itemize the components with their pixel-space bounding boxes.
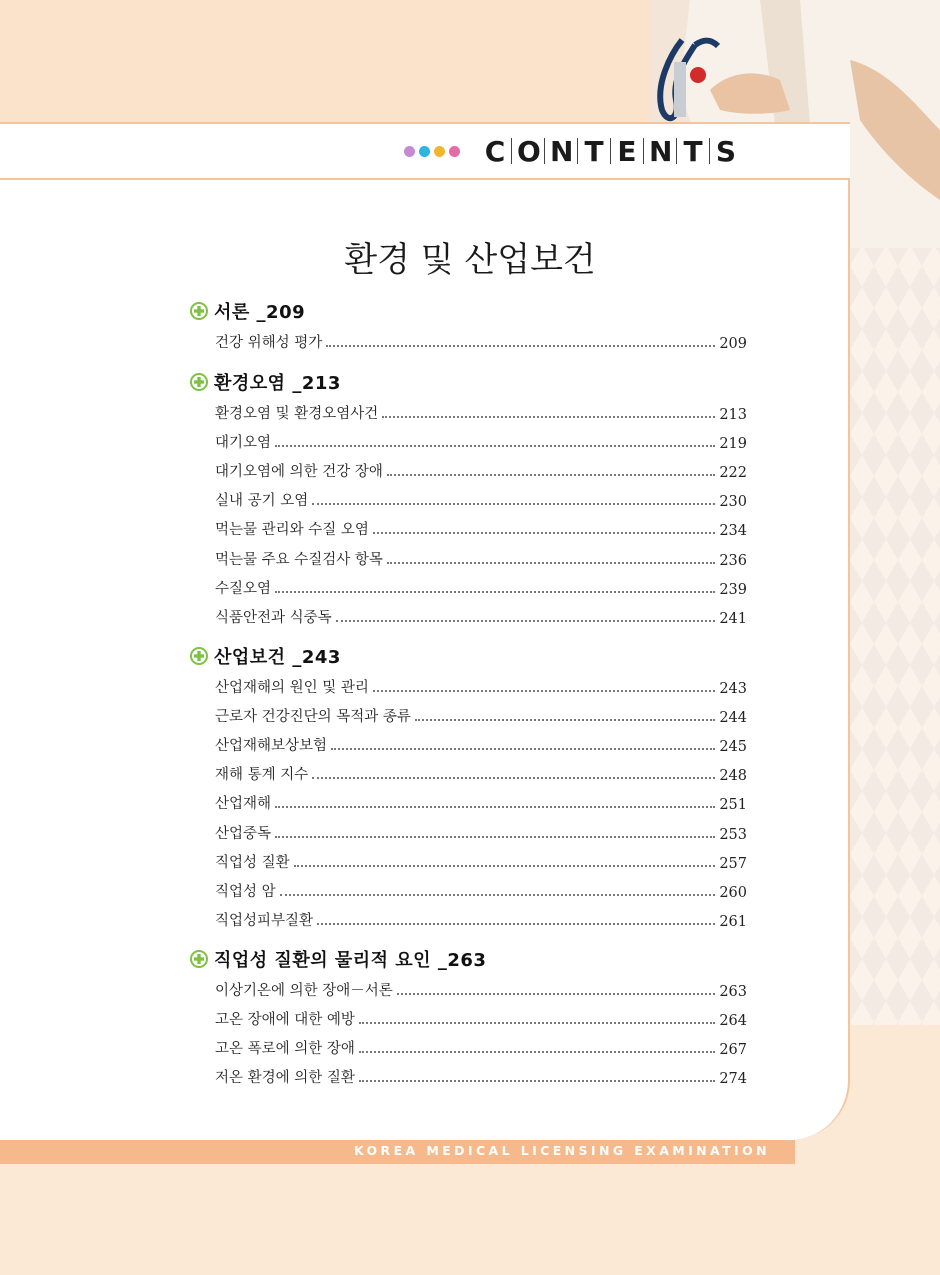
- contents-letter: T: [683, 134, 703, 168]
- toc-entry-label: 직업성 암: [215, 883, 276, 900]
- footer-text: KOREA MEDICAL LICENSING EXAMINATION: [354, 1143, 770, 1158]
- toc-entry-label: 수질오염: [215, 580, 272, 597]
- toc-entry[interactable]: [215, 850, 747, 872]
- plus-circle-icon: [190, 302, 208, 320]
- toc-entry[interactable]: [215, 821, 747, 843]
- decorative-dots: [404, 146, 460, 157]
- contents-letter: N: [649, 134, 673, 168]
- dot-leader: [294, 865, 716, 867]
- dot-leader: [275, 806, 715, 808]
- toc-entry-page: 248: [719, 768, 747, 785]
- toc-entry-label: 건강 위해성 평가: [215, 335, 323, 351]
- toc-entry-page: 260: [719, 884, 747, 901]
- pattern-strip: [850, 245, 940, 1025]
- toc-entry-page: 261: [719, 913, 747, 930]
- dot-leader: [373, 532, 715, 534]
- toc-entry[interactable]: [215, 879, 747, 901]
- toc-entry[interactable]: [215, 547, 747, 569]
- page-title: 환경 및 산업보건: [344, 240, 596, 280]
- dot-leader: [415, 719, 715, 721]
- toc-entry[interactable]: [215, 704, 747, 726]
- contents-letter: N: [550, 134, 574, 168]
- letter-divider: [544, 138, 545, 164]
- section-title: 서론 _209: [214, 302, 306, 323]
- toc-entry-page: 257: [719, 855, 747, 872]
- plus-circle-icon: [190, 950, 208, 968]
- section-heading[interactable]: [190, 643, 341, 669]
- plus-circle-icon: [190, 647, 208, 665]
- dot-leader: [359, 1051, 715, 1053]
- dot-leader: [359, 1022, 715, 1024]
- toc-entry-label: 대기오염: [215, 435, 272, 452]
- section-title: 산업보건 _243: [214, 647, 341, 668]
- toc-entry[interactable]: [215, 401, 747, 423]
- toc-entry-page: 239: [719, 581, 747, 598]
- toc-entry-label: 산업재해의 원인 및 관리: [215, 680, 369, 696]
- dot-leader: [331, 748, 715, 750]
- letter-divider: [709, 138, 710, 164]
- contents-letter: C: [484, 134, 506, 168]
- dot-leader: [382, 416, 715, 418]
- toc-entry-label: 이상기온에 의한 장애－서론: [215, 983, 393, 999]
- toc-entry-label: 고온 폭로에 의한 장애: [215, 1041, 355, 1058]
- section-heading[interactable]: [190, 298, 305, 324]
- toc-entry[interactable]: [215, 517, 747, 539]
- footer-bar: [0, 1140, 795, 1164]
- toc-entry-label: 먹는물 주요 수질검사 항목: [215, 551, 383, 568]
- contents-heading: [484, 134, 737, 168]
- toc-entry-label: 직업성피부질환: [215, 912, 314, 929]
- letter-divider: [643, 138, 644, 164]
- dot-pink: [449, 146, 460, 157]
- contents-letter: T: [584, 134, 604, 168]
- toc-entry-label: 근로자 건강진단의 목적과 종류: [215, 709, 411, 726]
- section-heading[interactable]: [190, 369, 341, 395]
- dot-leader: [397, 993, 716, 995]
- toc-entry-page: 241: [719, 610, 747, 627]
- section-title: 환경오염 _213: [214, 373, 341, 394]
- toc-entry[interactable]: [215, 978, 747, 1000]
- toc-entry[interactable]: [215, 576, 747, 598]
- toc-entry-page: 209: [719, 336, 747, 352]
- dot-leader: [387, 474, 715, 476]
- dot-leader: [280, 894, 716, 896]
- plus-circle-icon: [190, 373, 208, 391]
- toc-entry-label: 재해 통계 지수: [215, 767, 309, 784]
- section-title: 직업성 질환의 물리적 요인 _263: [214, 950, 487, 971]
- section-heading[interactable]: [190, 946, 486, 972]
- toc-entry-page: 274: [719, 1071, 747, 1088]
- toc-entry-label: 산업중독: [215, 825, 272, 842]
- toc-entry-page: 234: [719, 523, 747, 540]
- dot-leader: [317, 923, 715, 925]
- toc-entry[interactable]: [215, 430, 747, 452]
- toc-entry[interactable]: [215, 605, 747, 627]
- toc-entry-page: 219: [719, 436, 747, 453]
- dot-leader: [275, 445, 715, 447]
- toc-entry[interactable]: [215, 791, 747, 813]
- toc-entry[interactable]: [215, 733, 747, 755]
- toc-entry-page: 230: [719, 494, 747, 511]
- dot-leader: [359, 1080, 715, 1082]
- dot-leader: [312, 777, 715, 779]
- toc-entry-label: 먹는물 관리와 수질 오염: [215, 522, 369, 539]
- toc-entry-label: 고온 장애에 대한 예방: [215, 1012, 355, 1029]
- dot-leader: [387, 562, 715, 564]
- toc-entry[interactable]: [215, 1065, 747, 1087]
- toc-entry-page: 244: [719, 710, 747, 727]
- toc-entry[interactable]: [215, 1036, 747, 1058]
- toc-entry[interactable]: [215, 908, 747, 930]
- toc-entry-label: 실내 공기 오염: [215, 493, 309, 510]
- dot-leader: [275, 836, 715, 838]
- dot-leader: [312, 503, 715, 505]
- toc-entry-page: 263: [719, 984, 747, 1000]
- toc-entry-page: 251: [719, 797, 747, 814]
- toc-entry-page: 253: [719, 826, 747, 843]
- toc-entry-label: 산업재해보상보험: [215, 738, 328, 755]
- toc-entry-page: 243: [719, 681, 747, 697]
- toc-entry[interactable]: [215, 675, 747, 697]
- letter-divider: [577, 138, 578, 164]
- toc-entry-label: 식품안전과 식중독: [215, 609, 332, 626]
- toc-entry-page: 213: [719, 407, 747, 423]
- contents-letter: E: [617, 134, 637, 168]
- toc-entry-label: 환경오염 및 환경오염사건: [215, 406, 379, 422]
- letter-divider: [511, 138, 512, 164]
- toc-entry-label: 산업재해: [215, 796, 272, 813]
- toc-entry-label: 저온 환경에 의한 질환: [215, 1070, 355, 1087]
- dot-purple: [404, 146, 415, 157]
- dot-leader: [275, 591, 715, 593]
- dot-leader: [373, 690, 715, 692]
- toc-entry-page: 264: [719, 1013, 747, 1030]
- toc-entry[interactable]: [215, 1007, 747, 1029]
- dot-leader: [326, 345, 715, 347]
- contents-letter: S: [715, 134, 737, 168]
- toc-entry[interactable]: [215, 488, 747, 510]
- dot-blue: [419, 146, 430, 157]
- toc-entry-label: 대기오염에 의한 건강 장애: [215, 464, 383, 481]
- toc-entry[interactable]: [215, 330, 747, 352]
- toc-entry-page: 267: [719, 1042, 747, 1059]
- dot-yellow: [434, 146, 445, 157]
- toc-entry-page: 236: [719, 552, 747, 569]
- toc-entry-label: 직업성 질환: [215, 854, 290, 871]
- dot-leader: [336, 620, 716, 622]
- toc-entry-page: 222: [719, 465, 747, 482]
- toc-entry[interactable]: [215, 459, 747, 481]
- letter-divider: [676, 138, 677, 164]
- toc-entry[interactable]: [215, 762, 747, 784]
- letter-divider: [610, 138, 611, 164]
- toc-entry-page: 245: [719, 739, 747, 756]
- contents-letter: O: [517, 134, 541, 168]
